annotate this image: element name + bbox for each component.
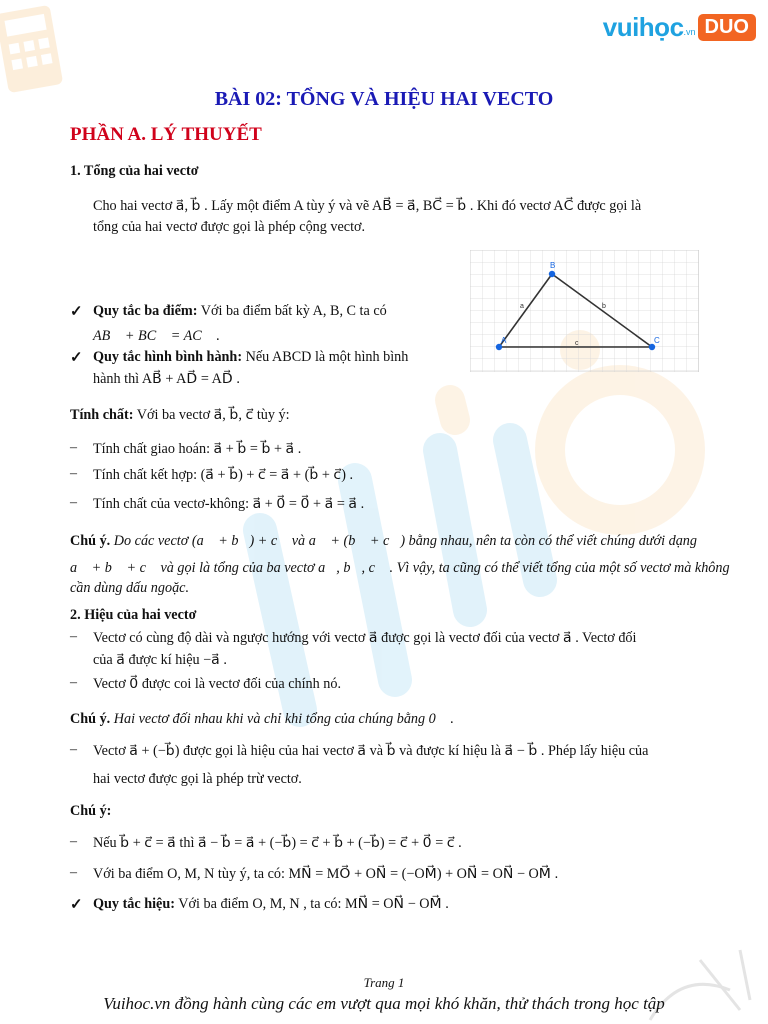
property-zero-vector: Tính chất của vectơ-không: a⃗ + 0⃗ = 0⃗ + a⃗ = a⃗ .	[93, 496, 365, 512]
dash-bullet: –	[70, 466, 77, 481]
rule-difference-label: Quy tắc hiệu:	[93, 896, 175, 912]
property-associative: Tính chất kết hợp: (a⃗ + b⃗) + c⃗ = a⃗ + (b⃗ + c⃗) .	[93, 467, 354, 483]
note2-label: Chú ý.	[70, 711, 111, 727]
note-line2: a⃗ + b⃗ + c⃗ và gọi là tổng của ba vectơ a⃗, b⃗, c⃗ . Vì vậy, ta cũng có thể viết tổng của một số vectơ mà không	[70, 560, 730, 576]
dash-bullet: –	[70, 629, 77, 644]
page-number: Trang 1	[363, 975, 405, 990]
label-point-b: B	[550, 261, 556, 270]
properties-label: Tính chất:	[70, 407, 134, 423]
checkmark-icon: ✓	[70, 304, 83, 320]
three-points-difference: Với ba điểm O, M, N tùy ý, ta có: MN⃗ = MO⃗ + ON⃗ = (−OM⃗) + ON⃗ = ON⃗ − OM⃗ .	[93, 866, 559, 882]
dash-bullet: –	[70, 865, 77, 880]
note-line1: Do các vectơ (a⃗ + b⃗) + c⃗ và a⃗ + (b⃗ + c⃗) bằng nhau, nên ta còn có thể viết chúng dưới dạng	[110, 533, 697, 549]
subsection-heading-sum: 1. Tổng của hai vectơ	[70, 163, 199, 179]
lesson-title: BÀI 02: TỔNG VÀ HIỆU HAI VECTO	[214, 88, 554, 110]
dash-bullet: –	[70, 834, 77, 849]
section-heading: PHẦN A. LÝ THUYẾT	[70, 124, 262, 145]
label-vector-a: a	[520, 303, 524, 310]
logo-main-text: vuihọc	[602, 11, 684, 42]
difference-definition-line2: hai vectơ được gọi là phép trừ vectơ.	[93, 771, 302, 787]
rule-parallelogram-formula: hành thì AB⃗ + AD⃗ = AD⃗ .	[93, 371, 240, 387]
rule-three-points-text: Với ba điểm bất kỳ A, B, C ta có	[197, 303, 387, 319]
label-point-a: A	[501, 336, 507, 345]
label-point-c: C	[654, 336, 660, 345]
vuihoc-logo[interactable]	[603, 9, 756, 45]
rule-three-points-formula: AB⃗ + BC⃗ = AC⃗ .	[93, 328, 220, 344]
logo-suffix: .vn	[683, 27, 696, 37]
point-b	[549, 271, 555, 277]
watermark-calculator-icon	[0, 0, 70, 100]
note-line3: cần dùng dấu ngoặc.	[70, 580, 190, 596]
dash-bullet: –	[70, 495, 77, 510]
note2-text: Hai vectơ đối nhau khi và chỉ khi tổng của chúng bằng 0⃗ .	[110, 711, 454, 727]
label-vector-c: c	[575, 340, 579, 347]
zero-vector-opposite: Vectơ 0⃗ được coi là vectơ đối của chính nó.	[93, 676, 342, 692]
rule-parallelogram-text: Nếu ABCD là một hình bình	[242, 349, 409, 365]
difference-definition-line1: Vectơ a⃗ + (−b⃗) được gọi là hiệu của hai vectơ a⃗ và b⃗ và được kí hiệu là a⃗ − b⃗ . Phép lấy hiệu của	[93, 743, 649, 759]
sum-definition-line1: Cho hai vectơ a⃗, b⃗ . Lấy một điểm A tùy ý và vẽ AB⃗ = a⃗, BC⃗ = b⃗ . Khi đó vectơ AC⃗ được gọi là	[93, 198, 642, 214]
dash-bullet: –	[70, 440, 77, 455]
dash-bullet: –	[70, 742, 77, 757]
rule-parallelogram-label: Quy tắc hình bình hành:	[93, 349, 243, 365]
note3-label: Chú ý:	[70, 803, 112, 819]
opposite-vector-line2: của a⃗ được kí hiệu −a⃗ .	[93, 652, 227, 668]
property-commutative: Tính chất giao hoán: a⃗ + b⃗ = b⃗ + a⃗ .	[93, 441, 302, 457]
subsection-heading-difference: 2. Hiệu của hai vectơ	[70, 607, 197, 623]
difference-example: Nếu b⃗ + c⃗ = a⃗ thì a⃗ − b⃗ = a⃗ + (−b⃗) = c⃗ + b⃗ + (−b⃗) = c⃗ + 0⃗ = c⃗ .	[93, 835, 462, 851]
rule-three-points-label: Quy tắc ba điểm:	[93, 303, 198, 319]
dash-bullet: –	[70, 675, 77, 690]
footer-slogan: Vuihoc.vn đồng hành cùng các em vượt qua mọi khó khăn, thử thách trong học tập	[103, 994, 665, 1013]
opposite-vector-line1: Vectơ có cùng độ dài và ngược hướng với vectơ a⃗ được gọi là vectơ đối của vectơ a⃗ . Vectơ đối	[93, 630, 637, 646]
checkmark-icon: ✓	[70, 350, 83, 366]
properties-text: Với ba vectơ a⃗, b⃗, c⃗ tùy ý:	[133, 407, 290, 423]
triangle-vector-figure	[470, 250, 699, 372]
note-label: Chú ý.	[70, 533, 111, 549]
sum-definition-line2: tổng của hai vectơ được gọi là phép cộng vectơ.	[93, 219, 366, 235]
label-vector-b: b	[602, 303, 606, 310]
logo-badge: DUO	[698, 14, 756, 41]
checkmark-icon: ✓	[70, 897, 83, 913]
rule-difference-text: Với ba điểm O, M, N , ta có: MN⃗ = ON⃗ − OM⃗ .	[174, 896, 449, 912]
